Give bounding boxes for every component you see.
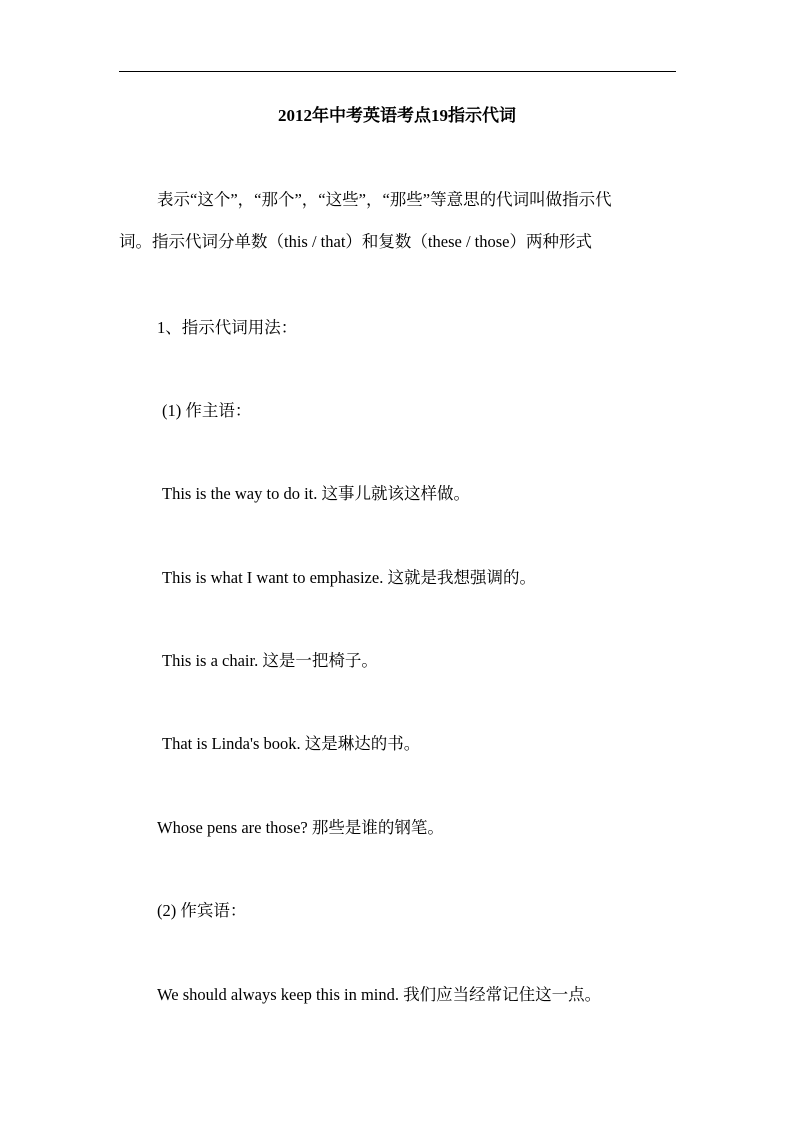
intro-line-1: 表示“这个”，“那个”，“这些”，“那些”等意思的代词叫做指示代 <box>157 190 612 209</box>
document-title: 2012年中考英语考点19指示代词 <box>278 106 516 125</box>
example-sentence: This is what I want to emphasize. 这就是我想强调的。 <box>162 568 536 587</box>
example-sentence: That is Linda's book. 这是琳达的书。 <box>162 734 421 753</box>
subsection-heading-object: (2) 作宾语： <box>157 901 247 920</box>
section-heading: 1、指示代词用法： <box>157 318 298 337</box>
example-sentence: This is a chair. 这是一把椅子。 <box>162 651 378 670</box>
example-sentence: We should always keep this in mind. 我们应当经常记住这一点。 <box>157 985 602 1004</box>
intro-line-2: 词。指示代词分单数（this / that）和复数（these / those）两种形式 <box>119 232 592 251</box>
subsection-heading-subject: (1) 作主语： <box>162 401 252 420</box>
example-sentence: This is the way to do it. 这事儿就该这样做。 <box>162 484 470 503</box>
example-sentence: Whose pens are those? 那些是谁的钢笔。 <box>157 818 444 837</box>
header-rule <box>119 71 676 72</box>
intro-paragraph <box>119 188 679 254</box>
